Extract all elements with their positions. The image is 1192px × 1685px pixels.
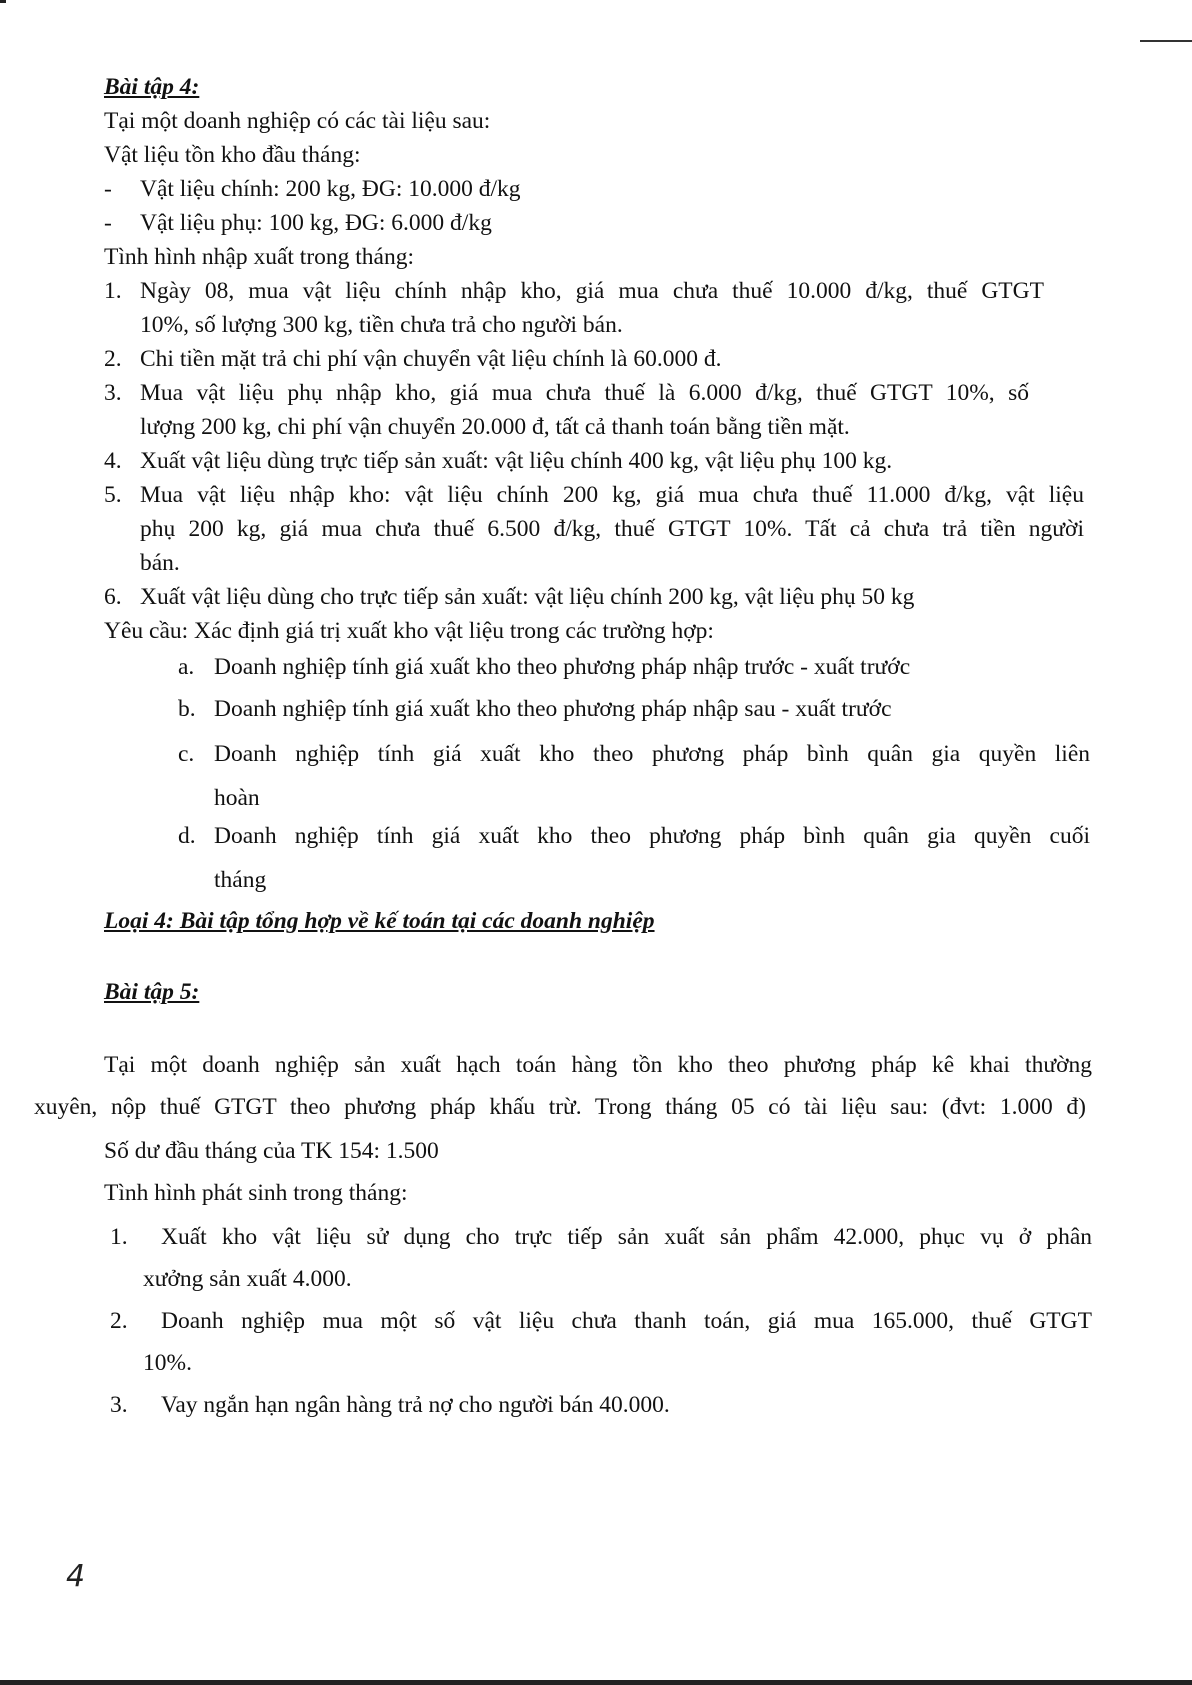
- item-number: 3.: [110, 1392, 128, 1418]
- bottom-edge: [0, 1680, 1192, 1685]
- item-number: 4.: [104, 448, 122, 474]
- option-line: Doanh nghiệp tính giá xuất kho theo phương pháp nhập trước - xuất trước: [214, 654, 911, 680]
- item-line: xưởng sản xuất 4.000.: [143, 1266, 352, 1292]
- opening-stock-label: Vật liệu tồn kho đầu tháng:: [104, 142, 361, 168]
- item-number: 1.: [104, 278, 122, 304]
- item-number: 6.: [104, 584, 122, 610]
- item-number: 3.: [104, 380, 122, 406]
- list-item: [110, 1384, 1092, 1426]
- item-line: 10%, số lượng 300 kg, tiền chưa trả cho người bán.: [140, 312, 623, 338]
- list-item: [104, 376, 1029, 444]
- item-line: Xuất kho vật liệu sử dụng cho trực tiếp sản xuất sản phẩm 42.000, phục vụ ở phân: [161, 1224, 1092, 1250]
- list-item: [110, 1216, 1092, 1300]
- item-line: Doanh nghiệp mua một số vật liệu chưa thanh toán, giá mua 165.000, thuế GTGT: [161, 1308, 1092, 1334]
- item-number: 5.: [104, 482, 122, 508]
- month-arising-label: Tình hình phát sinh trong tháng:: [104, 1180, 408, 1206]
- month-movement-label: Tình hình nhập xuất trong tháng:: [104, 244, 415, 270]
- item-line: Xuất vật liệu dùng trực tiếp sản xuất: vật liệu chính 400 kg, vật liệu phụ 100 kg.: [140, 448, 893, 474]
- opening-item-text: Vật liệu chính: 200 kg, ĐG: 10.000 đ/kg: [140, 176, 521, 202]
- opening-item-text: Vật liệu phụ: 100 kg, ĐG: 6.000 đ/kg: [140, 210, 492, 236]
- section-title: Loại 4: Bài tập tổng hợp về kế toán tại các doanh nghiệp: [104, 908, 655, 934]
- item-line: Mua vật liệu nhập kho: vật liệu chính 200 kg, giá mua chưa thuế 11.000 đ/kg, vật liệu: [140, 482, 1084, 508]
- option-letter: a.: [178, 654, 195, 680]
- item-line: phụ 200 kg, giá mua chưa thuế 6.500 đ/kg, thuế GTGT 10%. Tất cả chưa trả tiền người: [140, 516, 1084, 542]
- list-dash: -: [104, 176, 112, 202]
- item-line: Ngày 08, mua vật liệu chính nhập kho, giá mua chưa thuế 10.000 đ/kg, thuế GTGT: [140, 278, 1044, 304]
- item-number: 1.: [110, 1224, 128, 1250]
- list-item: [104, 342, 1044, 376]
- exercise-5-paragraph-line: Tại một doanh nghiệp sản xuất hạch toán hàng tồn kho theo phương pháp kê khai thường: [104, 1052, 1092, 1078]
- item-line: lượng 200 kg, chi phí vận chuyển 20.000 đ, tất cả thanh toán bằng tiền mặt.: [140, 414, 850, 440]
- item-number: 2.: [110, 1308, 128, 1334]
- option-item: [178, 814, 1090, 902]
- option-line: Doanh nghiệp tính giá xuất kho theo phương pháp nhập sau - xuất trước: [214, 696, 892, 722]
- option-line: Doanh nghiệp tính giá xuất kho theo phương pháp bình quân gia quyền liên: [214, 741, 1090, 767]
- item-line: 10%.: [143, 1350, 192, 1376]
- exercise-4-intro: Tại một doanh nghiệp có các tài liệu sau:: [104, 108, 491, 134]
- item-line: Chi tiền mặt trả chi phí vận chuyển vật liệu chính là 60.000 đ.: [140, 346, 722, 372]
- exercise-5-title: Bài tập 5:: [104, 979, 200, 1005]
- item-line: Vay ngắn hạn ngân hàng trả nợ cho người bán 40.000.: [161, 1392, 670, 1418]
- top-rule: [1140, 40, 1192, 42]
- opening-balance: Số dư đầu tháng của TK 154: 1.500: [104, 1138, 439, 1164]
- list-item: [104, 580, 1084, 614]
- list-dash: -: [104, 210, 112, 236]
- option-letter: b.: [178, 696, 196, 722]
- requirement: Yêu cầu: Xác định giá trị xuất kho vật liệu trong các trường hợp:: [104, 618, 714, 644]
- page-number: 4: [66, 1559, 86, 1594]
- list-item: [110, 1300, 1092, 1384]
- option-item: [178, 650, 1088, 684]
- list-item: [104, 478, 1084, 580]
- item-number: 2.: [104, 346, 122, 372]
- scan-corner-mark: [0, 0, 6, 3]
- item-line: Mua vật liệu phụ nhập kho, giá mua chưa thuế là 6.000 đ/kg, thuế GTGT 10%, số: [140, 380, 1029, 406]
- option-item: [178, 692, 1088, 726]
- option-line: Doanh nghiệp tính giá xuất kho theo phương pháp bình quân gia quyền cuối: [214, 823, 1090, 849]
- exercise-4-title: Bài tập 4:: [104, 74, 200, 100]
- exercise-5-paragraph-line: xuyên, nộp thuế GTGT theo phương pháp khấu trừ. Trong tháng 05 có tài liệu sau: (đvt: 1.000 đ): [34, 1094, 1086, 1120]
- option-line: hoàn: [214, 785, 260, 811]
- list-item: [104, 444, 1044, 478]
- item-line: Xuất vật liệu dùng cho trực tiếp sản xuất: vật liệu chính 200 kg, vật liệu phụ 50 kg: [140, 584, 915, 610]
- item-line: bán.: [140, 550, 180, 576]
- option-line: tháng: [214, 867, 267, 893]
- option-letter: c.: [178, 741, 195, 767]
- option-letter: d.: [178, 823, 196, 849]
- option-item: [178, 732, 1090, 820]
- list-item: [104, 274, 1044, 342]
